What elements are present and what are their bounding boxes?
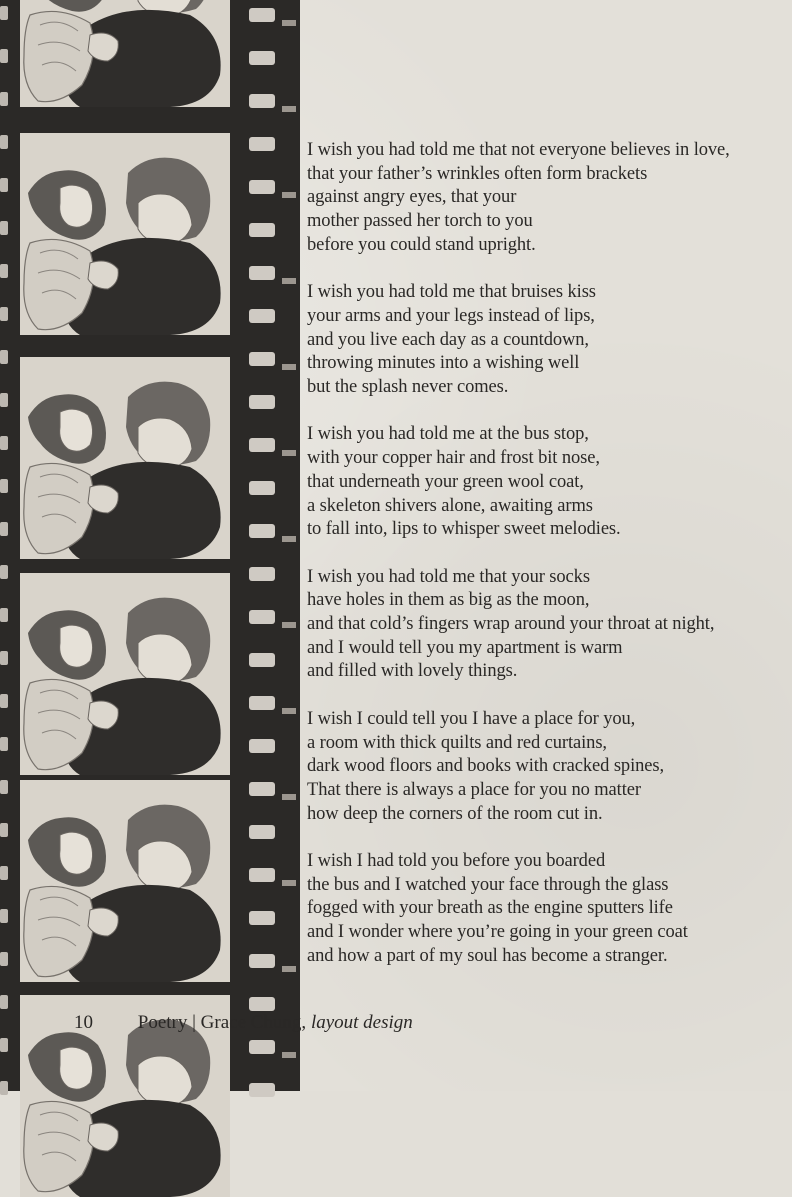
poem-line: I wish I could tell you I have a place for you, — [307, 708, 636, 729]
film-perforation — [0, 565, 8, 579]
film-frame-illustration — [20, 357, 230, 559]
film-perforation — [249, 180, 275, 194]
film-perforation — [0, 823, 8, 837]
poem-stanza — [307, 139, 777, 258]
film-edge-mark — [282, 450, 296, 456]
film-perforation — [249, 653, 275, 667]
film-edge-mark — [282, 278, 296, 284]
poem-line: against angry eyes, that your — [307, 187, 517, 208]
film-perforation — [0, 995, 8, 1009]
film-perforation — [0, 49, 8, 63]
film-perforation — [249, 94, 275, 108]
film-perforation — [0, 1081, 8, 1095]
film-perforation — [249, 782, 275, 796]
poem-stanza — [307, 708, 777, 827]
poem-line: to fall into, lips to whisper sweet melodies. — [307, 519, 621, 540]
poem-line: and filled with lovely things. — [307, 661, 518, 682]
film-perforation — [249, 438, 275, 452]
film-perforation — [249, 868, 275, 882]
film-perforation — [249, 1083, 275, 1097]
film-edge-mark — [282, 708, 296, 714]
film-perforation — [0, 780, 8, 794]
poem — [307, 139, 777, 992]
poem-stanza — [307, 281, 777, 400]
poem-stanza — [307, 566, 777, 685]
film-perforation — [249, 8, 275, 22]
film-perforation — [249, 997, 275, 1011]
footer-credit: Poetry | Grace Chung, — [137, 1012, 307, 1033]
footer-credit-role: layout design — [310, 1012, 413, 1033]
film-edge-mark — [282, 1052, 296, 1058]
film-perforation — [0, 92, 8, 106]
film-perforation — [249, 567, 275, 581]
film-perforation — [249, 610, 275, 624]
film-perforation — [0, 135, 8, 149]
film-perforation — [0, 737, 8, 751]
film-perforation — [249, 352, 275, 366]
film-edge-mark — [282, 966, 296, 972]
poem-line: your arms and your legs instead of lips, — [307, 305, 595, 326]
poem-line: I wish I had told you before you boarded — [307, 851, 606, 872]
film-perforation — [0, 608, 8, 622]
poem-line: a skeleton shivers alone, awaiting arms — [307, 495, 593, 516]
film-strip — [0, 0, 300, 1091]
film-perforation — [0, 651, 8, 665]
poem-line: dark wood floors and books with cracked spines, — [307, 756, 664, 777]
film-perforation — [249, 954, 275, 968]
film-edge-mark — [282, 622, 296, 628]
poem-line: but the splash never comes. — [307, 377, 509, 398]
poem-line: throwing minutes into a wishing well — [307, 353, 580, 374]
poem-stanza — [307, 423, 777, 542]
film-perforation — [249, 481, 275, 495]
film-perforation — [0, 6, 8, 20]
film-perforation — [249, 825, 275, 839]
film-edge-mark — [282, 880, 296, 886]
poem-line: and that cold’s fingers wrap around your throat at night, — [307, 614, 715, 635]
film-perforation — [249, 524, 275, 538]
film-edge-mark — [282, 536, 296, 542]
film-perforation — [0, 221, 8, 235]
poem-line: before you could stand upright. — [307, 234, 536, 255]
film-perforation — [249, 395, 275, 409]
film-perforation — [249, 1040, 275, 1054]
film-frame-illustration — [20, 573, 230, 775]
film-frame-illustration — [20, 133, 230, 335]
film-perforation — [249, 696, 275, 710]
film-edge-mark — [282, 794, 296, 800]
film-perforation — [0, 178, 8, 192]
film-perforation — [0, 436, 8, 450]
film-perforation — [0, 909, 8, 923]
poem-line: with your copper hair and frost bit nose, — [307, 448, 600, 469]
film-perforation — [249, 739, 275, 753]
poem-line: and you live each day as a countdown, — [307, 329, 589, 350]
film-perforation — [0, 350, 8, 364]
film-edge-mark — [282, 192, 296, 198]
film-perforation — [0, 522, 8, 536]
film-perforation — [0, 393, 8, 407]
film-perforation — [0, 307, 8, 321]
poem-line: I wish you had told me that not everyone believes in love, — [307, 140, 730, 160]
film-perforation — [249, 137, 275, 151]
film-edge-mark — [282, 364, 296, 370]
poem-line: have holes in them as big as the moon, — [307, 590, 590, 611]
poem-line: I wish you had told me that bruises kiss — [307, 282, 596, 303]
film-frame-illustration — [20, 780, 230, 982]
film-perforation — [249, 266, 275, 280]
film-perforation — [0, 479, 8, 493]
film-perforation — [0, 694, 8, 708]
page-footer — [74, 1012, 413, 1034]
film-perforation — [249, 911, 275, 925]
poem-line: I wish you had told me that your socks — [307, 566, 590, 587]
poem-line: That there is always a place for you no matter — [307, 779, 641, 800]
poem-line: and how a part of my soul has become a stranger. — [307, 945, 668, 966]
poem-line: that your father’s wrinkles often form brackets — [307, 163, 648, 184]
film-perforation — [249, 309, 275, 323]
film-frame-illustration — [20, 0, 230, 107]
film-perforation — [249, 223, 275, 237]
poem-line: fogged with your breath as the engine sputters life — [307, 898, 673, 919]
poem-line: and I would tell you my apartment is warm — [307, 637, 623, 658]
poem-line: and I wonder where you’re going in your green coat — [307, 922, 688, 943]
poem-line: that underneath your green wool coat, — [307, 471, 584, 492]
poem-line: I wish you had told me at the bus stop, — [307, 424, 589, 445]
film-perforation — [0, 952, 8, 966]
film-edge-mark — [282, 20, 296, 26]
film-perforation — [0, 264, 8, 278]
poem-line: the bus and I watched your face through the glass — [307, 874, 669, 895]
poem-line: how deep the corners of the room cut in. — [307, 803, 603, 824]
page-number: 10 — [74, 1012, 93, 1033]
film-perforation — [0, 866, 8, 880]
film-edge-mark — [282, 106, 296, 112]
film-perforation — [0, 1038, 8, 1052]
poem-line: mother passed her torch to you — [307, 211, 533, 232]
poem-line: a room with thick quilts and red curtains, — [307, 732, 607, 753]
poem-stanza — [307, 850, 777, 969]
film-perforation — [249, 51, 275, 65]
